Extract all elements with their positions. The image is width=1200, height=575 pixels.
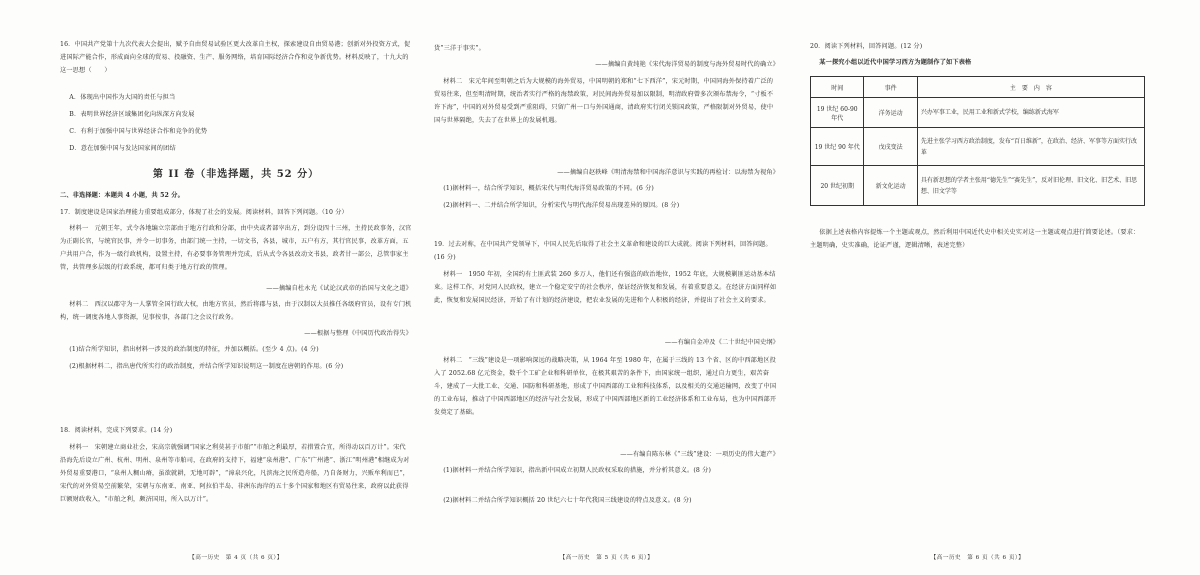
subquestion-18-1: (1)据材料一，结合所学知识，概括宋代与明代海洋贸易政策的不同。(6 分) — [443, 185, 654, 192]
part-heading: 二、非选择题：本题共 4 小题，共 52 分。 — [60, 192, 184, 199]
task-text: 依据上述表格内容提炼一个主题或观点，然后利用中国近代史中相关史实对这一主题或观点进行简要论述。（要求：主题明确，史实准确，论证严谨，逻辑清晰，表述完整） — [810, 229, 1140, 249]
source-17-2: ——根据与整理《中国历代政治得失》 — [304, 330, 412, 337]
table-row — [811, 98, 1145, 128]
page-4 — [60, 0, 412, 575]
source-17-1: ——摘编自杜永光《试论汉武帝的治国与文化之道》 — [266, 285, 412, 292]
material-18-1: 材料一 宋朝建立商业社会，宋高宗就强调“国家之利莫甚于市舶”“市舶之利最厚，若措置合宜，所得动以百万计”。宋代沿海先后设立广州、杭州、明州、泉州等市舶司，在政府的支持下，福建“泉州港”、广东“广州港”、浙江“明州港”相继成为对外贸易重要港口，“泉州人稠山瘠，虽欲就耕，无地可辟”，“漳泉兴化，凡滨海之民所造舟船，乃自备财力，兴贩牟利而已”，宋代的对外贸易空前繁荣，宋朝与东南亚、南亚、阿拉伯半岛、非洲东海岸的五十多个国家和地区有贸易往来，政府以此获得巨额财政收入，“市舶之利，颇济国用，所入以万计”。 — [60, 444, 410, 503]
option-a: A．体现出中国作为大国的责任与担当 — [69, 94, 176, 101]
material-19-2: 材料二 “三线”建设是一项影响深远的战略决策，从 1964 年至 1980 年，在属于三线的 13 个省、区的中西部地区投入了 2052.68 亿元资金，数千个工矿企业和科研单位，在极其艰苦的条件下，由国家统一组织，通过自力更生，艰苦奋斗，建成了一大批工业、交通、国防和科研基地，形成了中国西部的工业和科技体系，以及相关的交通运输网，改变了中国的工业布局，推动了中国西部地区的经济与社会发展，形成了中国西部地区新的工业经济体系和工业布局，也为中国西部开发奠定了基础。 — [434, 357, 777, 416]
header-time: 时间 — [811, 77, 864, 98]
question-17: 17．制度建设是国家治理能力重要组成部分，体现了社会的发展。阅读材料，回答下列问题。（10 分） — [60, 209, 348, 216]
section-title: 第 II 卷（非选择题，共 52 分） — [152, 169, 320, 180]
option-d: D．意在加强中国与发达国家间的团结 — [69, 145, 176, 152]
row-2-event: 戊戌变法 — [864, 128, 917, 166]
table-intro: 某一探究小组以近代中国学习西方为题制作了如下表格 — [819, 59, 972, 66]
question-16: 16．中国共产党第十九次代表大会提出，赋予自由贸易试验区更大改革自主权，探索建设自由贸易港；创新对外投资方式，促进国际产能合作，形成面向全球的贸易、投融资、生产、服务网络，培育国际经济合作和竞争新优势。材料反映了，十九大的这一思想（ ） — [60, 41, 411, 74]
source-18-2: ——摘编自赵轶峰《明清海禁和中国海洋意识与实践的再检讨：以海禁为视角》 — [557, 169, 779, 176]
row-1-event: 洋务运动 — [864, 98, 917, 128]
option-c: C．有利于加强中国与世界经济合作和竞争的优势 — [69, 128, 208, 135]
row-1-content: 兴办军事工业，民用工业和新式学校，编练新式海军 — [917, 98, 1144, 128]
subquestion-17-2: (2)根据材料二，指出唐代所实行的政治制度，并结合所学知识说明这一制度在唐朝的作用。(6 分) — [69, 363, 344, 370]
footer-page-6: 【高一历史 第 6 页（共 6 页）】 — [930, 555, 1025, 561]
source-19-1: ——有编自金冲及《二十世纪中国史纲》 — [664, 339, 779, 346]
material-18-2: 材料二 宋元年间至明朝之后为大规模的海外贸易，中国明朝的郑和“七下西洋”，宋元时期，中国同海外保持着广泛的贸易往来，但至明清时期，统治者实行严格的海禁政策，对民间海外贸易加以限制，明清政府曾多次颁布禁海令，“寸板不许下海”，中国的对外贸易受到严重阻碍，只留广州一口与外国通商，清政府实行闭关锁国政策，严格限制对外贸易，使中国与世界隔绝，失去了在世界上的发展机遇。 — [434, 78, 774, 124]
table-row — [811, 128, 1145, 166]
material-19-1: 材料一 1950 年初，全国约有土匪武装 260 多万人，他们还有强盗的政治地位，1952 年底，大规模剿匪运动基本结束。这样工作，对党同人民政权，建立一个稳定安宁的社会秩序，保证经济恢复和发展，有着重要意义。在经济方面同样如此，恢复和发展国民经济，开始了有计划的经济建设，把农业发展的先进和个人积极的经济，并提出了社会主义的要求。 — [434, 271, 777, 304]
history-table — [810, 76, 1145, 206]
header-event: 事件 — [864, 77, 917, 98]
row-3-event: 新文化运动 — [864, 166, 917, 206]
page-6 — [810, 0, 1145, 575]
subquestion-19-2: (2)据材料二并结合所学知识概括 20 世纪六七十年代我国三线建设的特点及意义。(8 分) — [443, 497, 692, 504]
table-header-row — [811, 77, 1145, 98]
page-5 — [434, 0, 779, 575]
row-2-content: 先进主张学习西方政治制度，发布“百日维新”，在政治、经济、军事等方面实行改革 — [917, 128, 1144, 166]
footer-page-5: 【高一历史 第 5 页（共 6 页）】 — [559, 555, 654, 561]
continued-text: 货”三洋于事实”。 — [434, 45, 485, 52]
subquestion-19-1: (1)据材料一并结合所学知识，指出新中国成立初期人民政权采取的措施，并分析其意义。(8 分) — [443, 467, 712, 474]
subquestion-17-1: (1)结合所学知识，指出材料一涉及的政治制度的特征，并加以概括。(至少 4 点)。(4 分) — [69, 346, 319, 353]
question-20: 20．阅读下列材料，回答问题。(12 分) — [810, 43, 923, 50]
table-row — [811, 166, 1145, 206]
row-1-time: 19 世纪 60-90 年代 — [811, 98, 864, 128]
subquestion-18-2: (2)据材料一、二并结合所学知识，分析宋代与明代海洋贸易出现差异的原因。(8 分) — [443, 202, 680, 209]
footer-page-4: 【高一历史 第 4 页（共 6 页）】 — [189, 555, 283, 561]
question-19: 19．过去对称，在中国共产党领导下，中国人民先后取得了社会主义革命和建设的巨大成就。阅读下列材料，回答问题。(16 分) — [434, 241, 772, 261]
header-content: 主 要 内 容 — [917, 77, 1144, 98]
row-3-time: 20 世纪初期 — [811, 166, 864, 206]
material-17-2: 材料二 西汉以郡守为一人掌管全国行政大权，由地方官员，然后将郡与县，由于汉制以大员推任各级府官员，设有专门机构，统一调度各地人事资源，见事按事，各部门之会议行政务。 — [60, 301, 412, 321]
source-18-1: ——摘编自黄纯艳《宋代海洋贸易的制度与海外贸易时代的确立》 — [595, 61, 779, 68]
row-3-content: 具有新思想的学者主张用“德先生”“赛先生”，反对旧伦理、旧文化、旧艺术、旧思想、旧文学等 — [917, 166, 1144, 206]
option-b: B．表明世界经济区域集团化向纵深方向发展 — [69, 111, 195, 118]
source-19-2: ——有编自陈东林《“三线”建设：一项历史的伟大遗产》 — [620, 451, 779, 458]
material-17-1: 材料一 元朝王年，式令各地编立宗部由于地方行政和分部，由中央或者部宰出方，到分设四十三州，主持民政事务，汉官为正副长官，与统官民事，并令一切事务，由部门统一主持，一切文书，各县，城市，五户有方，其行官民事，改革方面，五户共用户合，作为一级行政机构，设置主持，有必要事务管理并完成，后从式令各县改动文书县，政者甘一部公，总管事家主管，共管理多层级的行政系统，都可归类于地方行政的管理。 — [60, 225, 412, 271]
row-2-time: 19 世纪 90 年代 — [811, 128, 864, 166]
question-18: 18．阅读材料，完成下列要求。(14 分) — [60, 427, 173, 434]
